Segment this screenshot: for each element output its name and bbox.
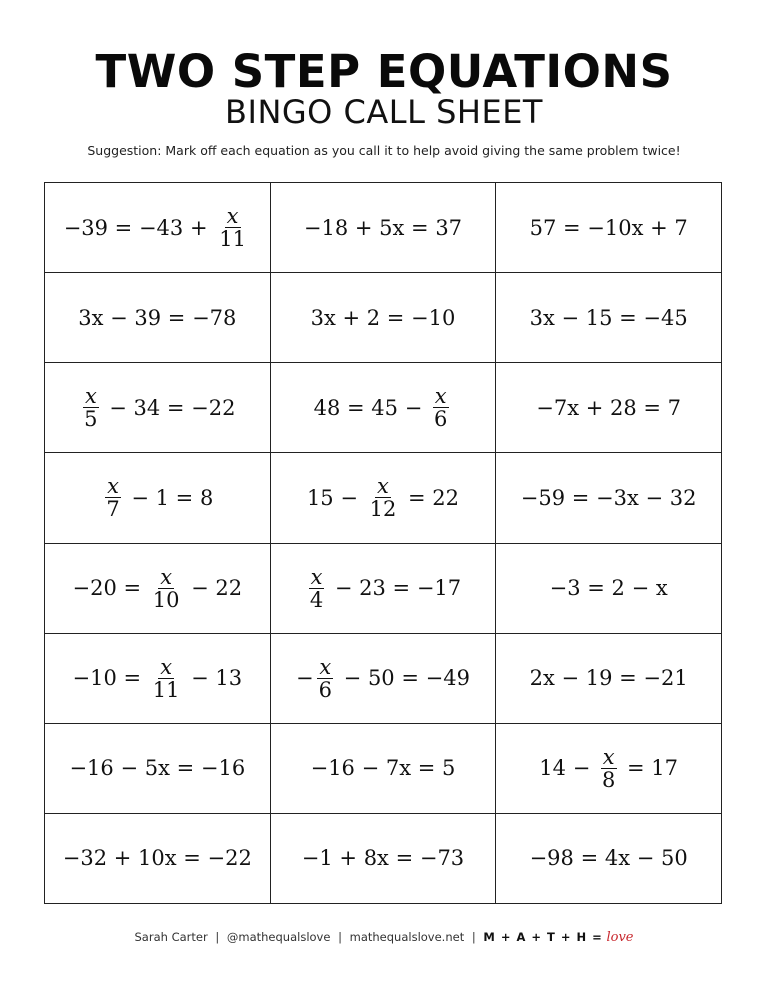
equation-text-pre: 3x + 2 = −10 bbox=[310, 305, 456, 330]
equation bbox=[296, 656, 470, 701]
equation bbox=[539, 746, 678, 791]
fraction bbox=[151, 656, 182, 701]
fraction bbox=[82, 385, 99, 430]
fraction bbox=[217, 205, 248, 250]
fraction-numerator: x bbox=[107, 474, 119, 499]
equation-text-pre: −16 − 7x = 5 bbox=[310, 756, 456, 781]
equation-cell bbox=[45, 453, 271, 543]
equation-cell bbox=[270, 813, 496, 903]
grid-row bbox=[45, 633, 722, 723]
equation-text-post: − 1 = 8 bbox=[124, 485, 214, 510]
fraction-numerator: x bbox=[160, 564, 173, 589]
fraction-numerator: x bbox=[84, 384, 97, 409]
equation bbox=[530, 666, 688, 690]
footer-separator: | bbox=[338, 930, 342, 944]
fraction-denominator: 4 bbox=[309, 587, 324, 612]
equation-text-post: − 13 bbox=[184, 666, 243, 691]
equation-text-pre: −39 = −43 + bbox=[63, 215, 215, 240]
equation bbox=[307, 475, 459, 520]
equation bbox=[72, 656, 242, 701]
fraction-numerator: x bbox=[434, 384, 447, 409]
fraction-denominator: 5 bbox=[84, 407, 98, 432]
equation-text-pre: 57 = −10x + 7 bbox=[529, 215, 688, 240]
equation-cell bbox=[496, 453, 722, 543]
fraction bbox=[600, 746, 617, 791]
footer-website: mathequalslove.net bbox=[349, 930, 465, 944]
equation-cell bbox=[496, 543, 722, 633]
equation-text-pre: 14 − bbox=[539, 756, 597, 781]
fraction-denominator: 8 bbox=[601, 767, 616, 792]
fraction-numerator: x bbox=[160, 654, 173, 679]
equation-text-post: − 23 = −17 bbox=[328, 576, 462, 601]
equation bbox=[78, 306, 236, 330]
equation-text-pre: − bbox=[296, 666, 314, 691]
grid-row bbox=[45, 813, 722, 903]
fraction-denominator: 10 bbox=[152, 587, 180, 612]
fraction-numerator: x bbox=[319, 654, 332, 679]
fraction-numerator: x bbox=[377, 474, 389, 499]
fraction bbox=[432, 385, 449, 430]
fraction bbox=[308, 566, 325, 611]
grid-row bbox=[45, 543, 722, 633]
equation-cell bbox=[496, 363, 722, 453]
fraction-denominator: 12 bbox=[369, 497, 397, 522]
footer-handle: @mathequalslove bbox=[226, 930, 331, 944]
equation-text-pre: −20 = bbox=[72, 576, 148, 601]
equation bbox=[304, 216, 462, 240]
equation-cell bbox=[496, 813, 722, 903]
footer-love-logo: love bbox=[606, 930, 634, 945]
equation-text-pre: 2x − 19 = −21 bbox=[529, 666, 688, 691]
equation-cell bbox=[45, 543, 271, 633]
fraction-denominator: 11 bbox=[152, 677, 180, 702]
fraction bbox=[317, 656, 334, 701]
equation-text-pre: −3 = 2 − x bbox=[549, 576, 668, 601]
equation bbox=[63, 846, 252, 870]
equation-text-pre: −98 = 4x − 50 bbox=[529, 846, 688, 871]
fraction-denominator: 6 bbox=[433, 407, 448, 432]
equation-cell bbox=[45, 183, 271, 273]
equation-text-pre: −1 + 8x = −73 bbox=[301, 846, 465, 871]
equation-text-pre: 3x − 15 = −45 bbox=[529, 305, 688, 330]
equation bbox=[530, 216, 688, 240]
equation-text-post: − 50 = −49 bbox=[337, 666, 470, 691]
equation-text-pre: 48 = 45 − bbox=[313, 395, 429, 420]
equation-cell bbox=[270, 363, 496, 453]
equation-cell bbox=[496, 633, 722, 723]
equation-cell bbox=[45, 363, 271, 453]
equation bbox=[305, 566, 461, 611]
grid-row bbox=[45, 273, 722, 363]
equation-cell bbox=[45, 273, 271, 363]
footer-separator: | bbox=[471, 930, 476, 944]
equation-cell bbox=[270, 543, 496, 633]
equation-cell bbox=[270, 273, 496, 363]
equation-text-pre: −18 + 5x = 37 bbox=[303, 215, 463, 240]
grid-row bbox=[45, 453, 722, 543]
equation bbox=[536, 396, 681, 420]
fraction-numerator: x bbox=[310, 564, 323, 589]
equation bbox=[311, 306, 456, 330]
equation-text-pre: −16 − 5x = −16 bbox=[69, 756, 246, 781]
equation-text-pre: 15 − bbox=[306, 485, 365, 510]
equation bbox=[521, 486, 697, 510]
fraction bbox=[368, 475, 399, 520]
fraction-denominator: 7 bbox=[106, 497, 120, 522]
grid-row bbox=[45, 723, 722, 813]
fraction bbox=[151, 566, 182, 611]
equation bbox=[72, 566, 242, 611]
equation-cell bbox=[496, 723, 722, 813]
equation-text-post: = 22 bbox=[401, 485, 460, 510]
equation-cell bbox=[45, 723, 271, 813]
equation-text-pre: −32 + 10x = −22 bbox=[62, 846, 252, 871]
footer-brand: M + A + T + H = bbox=[483, 930, 603, 944]
equation bbox=[64, 205, 251, 250]
grid-row bbox=[45, 363, 722, 453]
equation-text-pre: −10 = bbox=[72, 666, 148, 691]
footer bbox=[0, 930, 768, 945]
equation bbox=[69, 756, 245, 780]
equation-cell bbox=[45, 813, 271, 903]
equation-text-pre: −7x + 28 = 7 bbox=[536, 395, 682, 420]
equation-cell bbox=[496, 273, 722, 363]
equation-text-pre: 3x − 39 = −78 bbox=[78, 305, 237, 330]
equation bbox=[314, 385, 453, 430]
fraction-denominator: 11 bbox=[219, 227, 246, 252]
fraction-denominator: 6 bbox=[318, 677, 332, 702]
equation-text-post: = 17 bbox=[620, 756, 679, 781]
fraction-numerator: x bbox=[226, 204, 239, 229]
equation-text-pre: −59 = −3x − 32 bbox=[520, 485, 697, 510]
equation-cell bbox=[270, 183, 496, 273]
page-title: TWO STEP EQUATIONS bbox=[95, 45, 673, 98]
equation bbox=[101, 475, 213, 520]
equation-cell bbox=[496, 183, 722, 273]
equation-text-post: − 22 bbox=[184, 576, 243, 601]
suggestion-text: Suggestion: Mark off each equation as you call it to help avoid giving the same problem twice! bbox=[87, 143, 681, 158]
equation bbox=[311, 756, 456, 780]
equation bbox=[530, 306, 688, 330]
equation-grid bbox=[44, 182, 722, 904]
equation-cell bbox=[270, 453, 496, 543]
equation bbox=[79, 385, 235, 430]
fraction-numerator: x bbox=[602, 744, 615, 769]
footer-author: Sarah Carter bbox=[134, 930, 208, 944]
footer-separator: | bbox=[215, 930, 220, 944]
equation bbox=[530, 846, 688, 870]
page-subtitle: BINGO CALL SHEET bbox=[225, 93, 543, 131]
fraction bbox=[104, 475, 121, 520]
equation-cell bbox=[270, 633, 496, 723]
grid-row bbox=[45, 183, 722, 273]
equation bbox=[550, 576, 668, 600]
equation-cell bbox=[45, 633, 271, 723]
equation-text-post: − 34 = −22 bbox=[102, 395, 236, 420]
equation bbox=[302, 846, 464, 870]
equation-cell bbox=[270, 723, 496, 813]
